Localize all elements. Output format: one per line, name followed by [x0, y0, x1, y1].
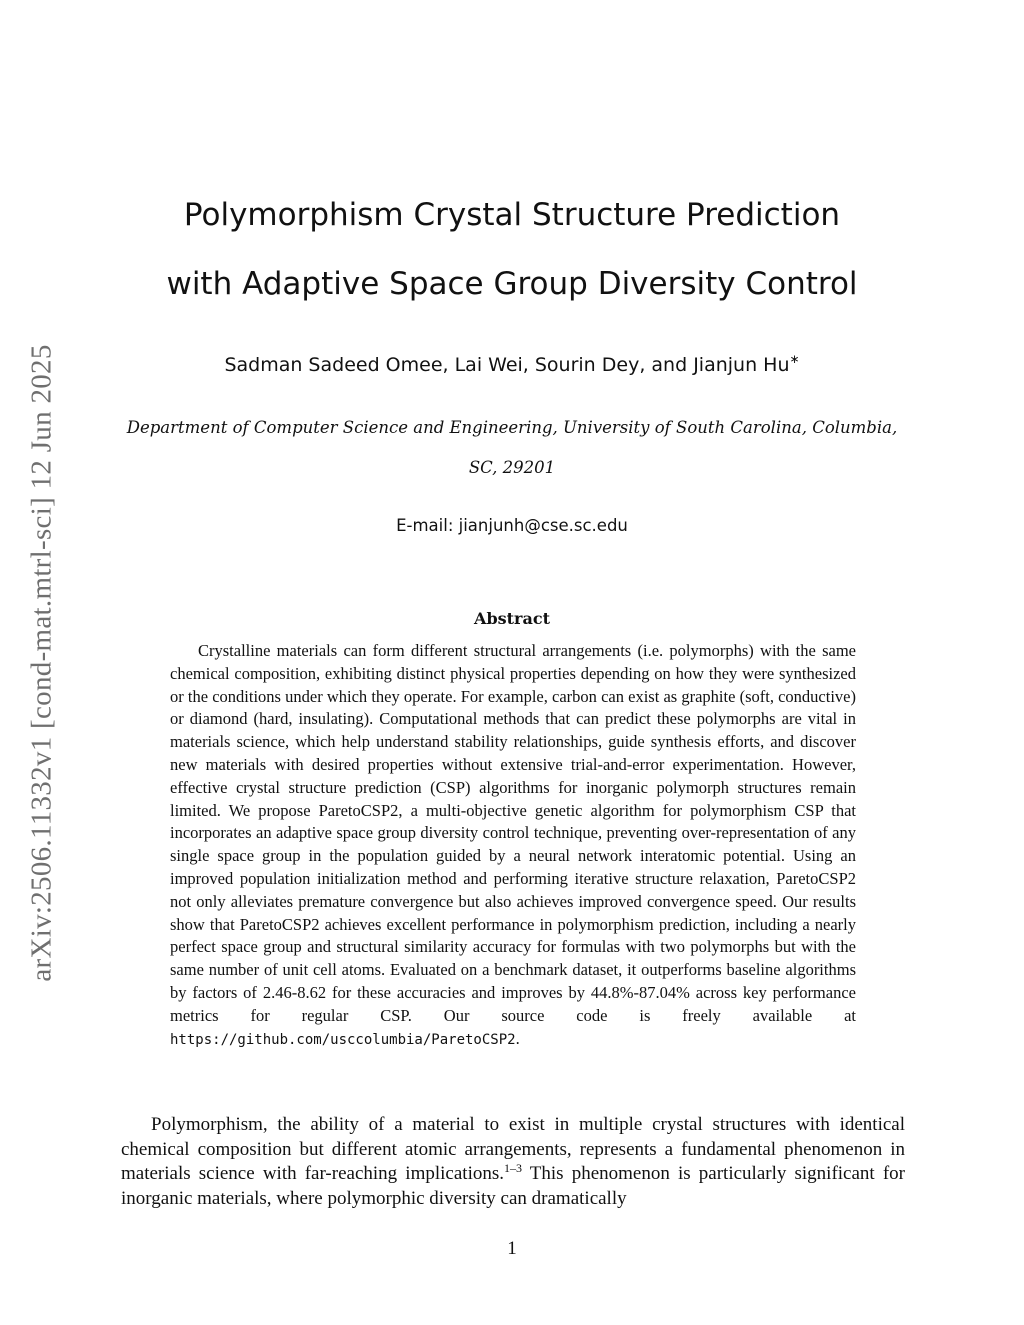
paper-title-line-2: with Adaptive Space Group Diversity Control: [166, 266, 858, 302]
paper-title-line-1: Polymorphism Crystal Structure Prediction: [183, 197, 841, 233]
contact-email: E-mail: jianjunh@cse.sc.edu: [396, 516, 628, 535]
author-names: Sadman Sadeed Omee, Lai Wei, Sourin Dey, and Jianjun Hu: [224, 354, 790, 376]
arxiv-identifier: arXiv:2506.11332v1 [cond-mat.mtrl-sci] 12 Jun 2025: [25, 344, 58, 982]
citation-reference[interactable]: 1–3: [504, 1161, 522, 1176]
abstract-heading: Abstract: [474, 609, 550, 628]
intro-text-2: This phenomenon is particularly significant for inorganic materials, where polymorphic diversity can dramatically: [121, 1163, 905, 1209]
source-code-link[interactable]: https://github.com/usccolumbia/ParetoCSP2: [170, 1031, 516, 1048]
page-number: 1: [507, 1238, 517, 1259]
abstract-end: .: [515, 1028, 520, 1048]
introduction-paragraph: [121, 1113, 905, 1211]
abstract-body: [170, 640, 856, 1051]
intro-text-1: Polymorphism, the ability of a material to exist in multiple crystal structures with identical chemical composition but different atomic arrangements, represents a fundamental phenomenon in materials science with far-reaching implications.: [121, 1114, 905, 1185]
abstract-text: Crystalline materials can form different structural arrangements (i.e. polymorphs) with the same chemical composition, exhibiting distinct physical properties depending on how they were synthesized or the conditions under which they operate. For example, carbon can exist as graphite (soft, conductive) or diamond (hard, insulating). Computational methods that can predict these polymorphs are vital in materials science, which help understand stability relationships, guide synthesis efforts, and discover new materials with desired properties without extensive trial-and-error experimentation. However, effective crystal structure prediction (CSP) algorithms for inorganic polymorph structures remain limited. We propose ParetoCSP2, a multi-objective genetic algorithm for polymorphism CSP that incorporates an adaptive space group diversity control technique, preventing over-representation of any single space group in the population guided by a neural network interatomic potential. Using an improved population initialization method and performing iterative structure relaxation, ParetoCSP2 not only alleviates premature convergence but also achieves improved convergence speed. Our results show that ParetoCSP2 achieves excellent performance in polymorphism prediction, including a nearly perfect space group and structural similarity accuracy for formulas with two polymorphs but with the same number of unit cell atoms. Evaluated on a benchmark dataset, it outperforms baseline algorithms by factors of 2.46-8.62 for these accuracies and improves by 44.8%-87.04% across key performance metrics for regular CSP. Our source code is freely available at: [170, 641, 856, 1025]
affiliation-line-2: SC, 29201: [468, 458, 556, 477]
author-list: [0, 352, 1024, 378]
corresponding-author-mark: ∗: [789, 352, 800, 366]
affiliation-line-1: Department of Computer Science and Engineering, University of South Carolina, Columbia,: [126, 418, 898, 437]
